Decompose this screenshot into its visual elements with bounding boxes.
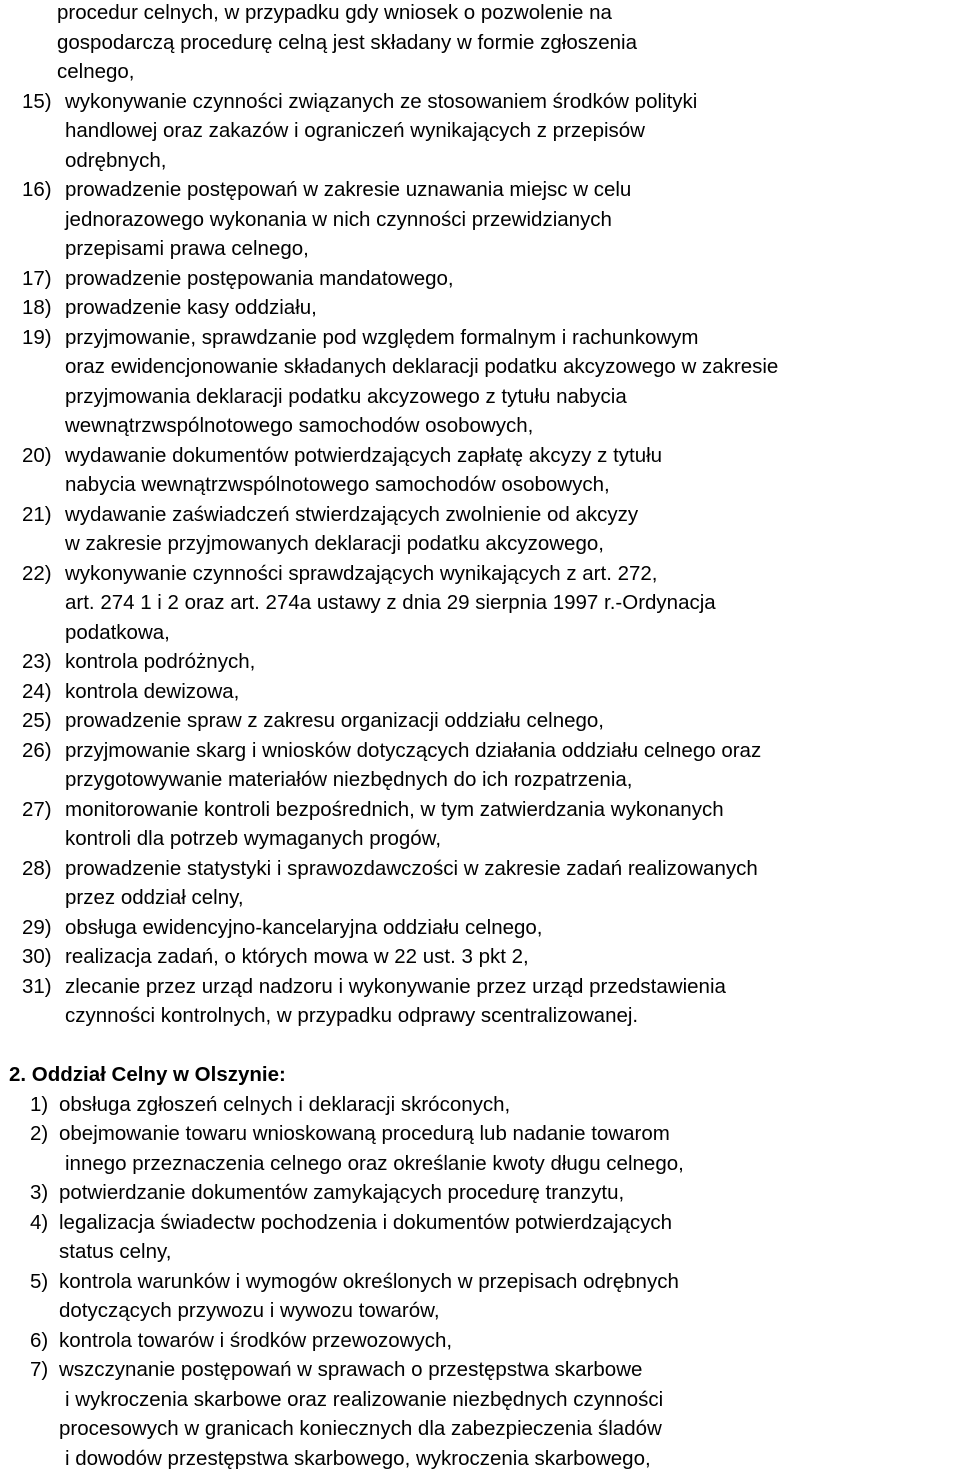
list-item-text: wszczynanie postępowań w sprawach o przestępstwa skarbowe xyxy=(59,1358,643,1381)
list-item-text: nabycia wewnątrzwspólnotowego samochodów osobowych, xyxy=(65,473,610,496)
list-item-number: 16) xyxy=(22,178,52,201)
list-item-number: 5) xyxy=(30,1270,49,1293)
list-item-text: oraz ewidencjonowanie składanych deklaracji podatku akcyzowego w zakresie xyxy=(65,355,779,378)
list-item-text: legalizacja świadectw pochodzenia i dokumentów potwierdzających xyxy=(59,1211,673,1234)
list-item-number: 3) xyxy=(30,1181,49,1204)
list-item-number: 23) xyxy=(22,650,52,673)
list-item-text: kontrola dewizowa, xyxy=(65,680,240,703)
list-item-text: wydawanie zaświadczeń stwierdzających zwolnienie od akcyzy xyxy=(65,503,639,526)
list-item-number: 28) xyxy=(22,857,52,880)
section-heading: 2. Oddział Celny w Olszynie: xyxy=(9,1063,286,1086)
list-item-text: obsługa zgłoszeń celnych i deklaracji skróconych, xyxy=(59,1093,511,1116)
list-item-text: i dowodów przestępstwa skarbowego, wykroczenia skarbowego, xyxy=(65,1447,651,1470)
list-item-text: prowadzenie postępowania mandatowego, xyxy=(65,267,454,290)
list-item-number: 31) xyxy=(22,975,52,998)
list-item-text: dotyczących przywozu i wywozu towarów, xyxy=(59,1299,440,1322)
list-item-text: przyjmowanie skarg i wniosków dotyczących działania oddziału celnego oraz xyxy=(65,739,762,762)
list-item-number: 17) xyxy=(22,267,52,290)
list-item-number: 15) xyxy=(22,90,52,113)
list-item-text: przygotowywanie materiałów niezbędnych do ich rozpatrzenia, xyxy=(65,768,633,791)
list-item-text: czynności kontrolnych, w przypadku odprawy scentralizowanej. xyxy=(65,1004,639,1027)
list-item-number: 1) xyxy=(30,1093,49,1116)
list-item-number: 30) xyxy=(22,945,52,968)
list-item-text: obsługa ewidencyjno-kancelaryjna oddziału celnego, xyxy=(65,916,543,939)
list-item-text: kontroli dla potrzeb wymaganych progów, xyxy=(65,827,442,850)
list-item-text: wykonywanie czynności związanych ze stosowaniem środków polityki xyxy=(65,90,698,113)
list-item-text: handlowej oraz zakazów i ograniczeń wynikających z przepisów xyxy=(65,119,645,142)
list-item-text: monitorowanie kontroli bezpośrednich, w tym zatwierdzania wykonanych xyxy=(65,798,724,821)
list-item-text: prowadzenie postępowań w zakresie uznawania miejsc w celu xyxy=(65,178,632,201)
list-item-text: potwierdzanie dokumentów zamykających procedurę tranzytu, xyxy=(59,1181,625,1204)
list-item-text: innego przeznaczenia celnego oraz określanie kwoty długu celnego, xyxy=(65,1152,684,1175)
list-item-text: przyjmowania deklaracji podatku akcyzowego z tytułu nabycia xyxy=(65,385,627,408)
list-item-text: realizacja zadań, o których mowa w 22 ust. 3 pkt 2, xyxy=(65,945,529,968)
list-item-number: 24) xyxy=(22,680,52,703)
list-item-text: art. 274 1 i 2 oraz art. 274a ustawy z dnia 29 sierpnia 1997 r.-Ordynacja xyxy=(65,591,716,614)
list-item-text: prowadzenie kasy oddziału, xyxy=(65,296,317,319)
list-item-number: 18) xyxy=(22,296,52,319)
list-item-number: 7) xyxy=(30,1358,49,1381)
list-item-text: status celny, xyxy=(59,1240,172,1263)
list-item-text: przez oddział celny, xyxy=(65,886,244,909)
list-item-text: przepisami prawa celnego, xyxy=(65,237,309,260)
list-item-text: wewnątrzwspólnotowego samochodów osobowych, xyxy=(65,414,534,437)
list-item-text: kontrola podróżnych, xyxy=(65,650,256,673)
list-item-number: 29) xyxy=(22,916,52,939)
list-item-text: wykonywanie czynności sprawdzających wynikających z art. 272, xyxy=(65,562,658,585)
list-item-number: 22) xyxy=(22,562,52,585)
list-item-text: odrębnych, xyxy=(65,149,167,172)
list-item-text: kontrola towarów i środków przewozowych, xyxy=(59,1329,453,1352)
list-item-number: 25) xyxy=(22,709,52,732)
list-item-text: w zakresie przyjmowanych deklaracji podatku akcyzowego, xyxy=(65,532,604,555)
list-item-number: 26) xyxy=(22,739,52,762)
list-item-text: zlecanie przez urząd nadzoru i wykonywanie przez urząd przedstawienia xyxy=(65,975,726,998)
list-item-text: i wykroczenia skarbowe oraz realizowanie niezbędnych czynności xyxy=(65,1388,664,1411)
list-item-number: 2) xyxy=(30,1122,49,1145)
list-item-text: wydawanie dokumentów potwierdzających zapłatę akcyzy z tytułu xyxy=(65,444,663,467)
list-item-number: 19) xyxy=(22,326,52,349)
list-item-text: procesowych w granicach koniecznych dla zabezpieczenia śladów xyxy=(59,1417,662,1440)
list-item-text: prowadzenie spraw z zakresu organizacji oddziału celnego, xyxy=(65,709,604,732)
list-item-text: kontrola warunków i wymogów określonych w przepisach odrębnych xyxy=(59,1270,679,1293)
list-item-number: 21) xyxy=(22,503,52,526)
list-item-text: podatkowa, xyxy=(65,621,170,644)
text-line: celnego, xyxy=(57,60,135,83)
list-item-number: 20) xyxy=(22,444,52,467)
list-item-number: 6) xyxy=(30,1329,49,1352)
list-item-text: obejmowanie towaru wnioskowaną procedurą lub nadanie towarom xyxy=(59,1122,670,1145)
list-item-number: 27) xyxy=(22,798,52,821)
list-item-text: jednorazowego wykonania w nich czynności przewidzianych xyxy=(65,208,612,231)
text-line: procedur celnych, w przypadku gdy wniosek o pozwolenie na xyxy=(57,1,612,24)
list-item-text: przyjmowanie, sprawdzanie pod względem formalnym i rachunkowym xyxy=(65,326,699,349)
list-item-number: 4) xyxy=(30,1211,49,1234)
text-line: gospodarczą procedurę celną jest składany w formie zgłoszenia xyxy=(57,31,638,54)
list-item-text: prowadzenie statystyki i sprawozdawczości w zakresie zadań realizowanych xyxy=(65,857,758,880)
